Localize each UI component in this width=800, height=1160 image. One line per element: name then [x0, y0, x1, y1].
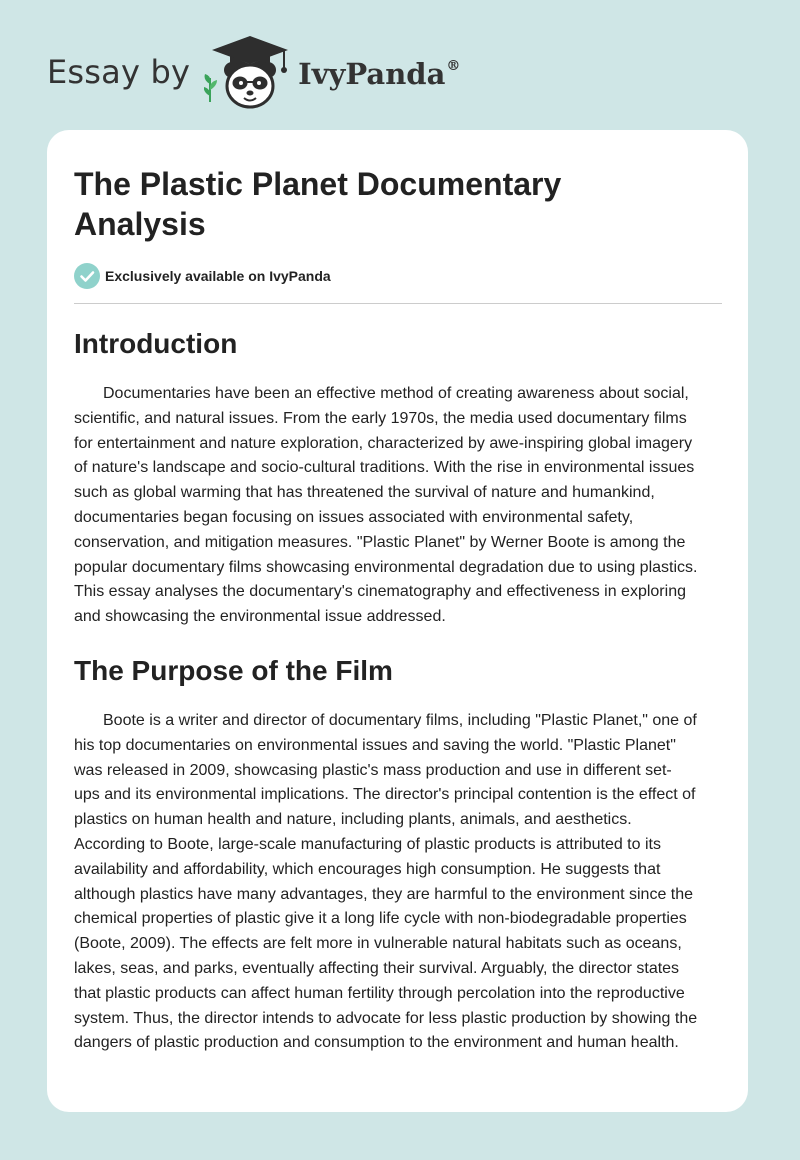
paragraph-line: chemical properties of plastic give it a long life cycle with non-biodegradable properties: [74, 910, 687, 928]
paragraph-line: conservation, and mitigation measures. "Plastic Planet" by Werner Boote is among the: [74, 533, 686, 551]
section-heading: The Purpose of the Film: [74, 655, 393, 686]
paragraph-line: ups and its environmental implications. The director's principal contention is the effect of: [74, 786, 696, 804]
paragraph-line: This essay analyses the documentary's cinematography and effectiveness in exploring: [74, 583, 686, 601]
checkmark-icon: [74, 263, 100, 289]
paragraph-line: lakes, seas, and parks, eventually affecting their survival. Arguably, the director states: [74, 959, 680, 977]
paragraph-line: was released in 2009, showcasing plastic's mass production and use in different set-: [74, 761, 672, 779]
section-purpose-of-film: [74, 654, 724, 1056]
page-title: [74, 164, 634, 244]
paragraph-line: Documentaries have been an effective method of creating awareness about social,: [103, 385, 689, 402]
panda-logo-icon[interactable]: [204, 34, 296, 110]
section-heading: Introduction: [74, 328, 238, 359]
section-paragraph: [74, 382, 724, 630]
paragraph-line: system. Thus, the director intends to advocate for less plastic production by showing the: [74, 1009, 698, 1027]
paragraph-line: although plastics have many advantages, they are harmful to the environment since the: [74, 885, 694, 903]
divider: [74, 303, 722, 304]
exclusive-badge: [74, 263, 331, 289]
paragraph-line: and showcasing the environmental issue addressed.: [74, 608, 446, 626]
paragraph-line: plastics on human health and nature, including plants, animals, and aesthetics.: [74, 811, 632, 829]
paragraph-line: of nature's landscape and socio-cultural traditions. With the rise in environmental issues: [74, 459, 695, 477]
paragraph-line: that plastic products can affect human fertility through percolation into the reproductive: [74, 984, 685, 1002]
title-line: Analysis: [74, 206, 206, 242]
paragraph-line: (Boote, 2009). The effects are felt more in vulnerable natural habitats such as oceans,: [74, 935, 682, 953]
paragraph-line: for entertainment and nature exploration, characterized by awe-inspiring global imagery: [74, 434, 693, 452]
title-line: The Plastic Planet Documentary: [74, 166, 562, 202]
paragraph-line: availability and affordability, which encourages high consumption. He suggests that: [74, 860, 661, 878]
paragraph-line: According to Boote, large-scale manufacturing of plastic products is attributed to its: [74, 835, 661, 853]
paragraph-line: popular documentary films showcasing environmental degradation due to using plastics.: [74, 558, 698, 576]
brand-header: [47, 34, 460, 110]
paragraph-line: Boote is a writer and director of documentary films, including "Plastic Planet," one of: [103, 712, 697, 729]
paragraph-line: such as global warming that has threatened the survival of nature and humankind,: [74, 484, 655, 502]
brand-prefix: Essay by: [47, 53, 191, 91]
essay-card: [47, 130, 748, 1112]
brand-name: IvyPanda®: [298, 57, 461, 91]
registered-mark: ®: [446, 58, 461, 74]
paragraph-line: scientific, and natural issues. From the early 1970s, the media used documentary films: [74, 409, 687, 427]
paragraph-line: his top documentaries on environmental issues and saving the world. "Plastic Planet": [74, 736, 676, 754]
exclusive-badge-text: Exclusively available on IvyPanda: [105, 268, 331, 284]
section-paragraph: [74, 709, 724, 1056]
paragraph-line: documentaries began focusing on issues associated with environmental safety,: [74, 508, 634, 526]
section-introduction: [74, 327, 724, 630]
paragraph-line: dangers of plastic production and consumption to the environment and human health.: [74, 1034, 679, 1052]
